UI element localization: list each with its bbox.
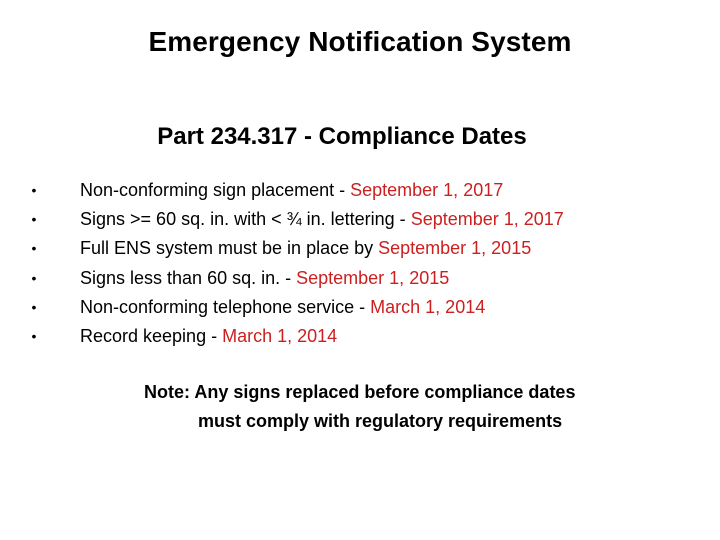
slide-subtitle: Part 234.317 - Compliance Dates bbox=[157, 123, 527, 150]
list-item bbox=[0, 264, 720, 293]
compliance-date: September 1, 2017 bbox=[350, 180, 504, 200]
note-line-2: must comply with regulatory requirements bbox=[198, 411, 563, 431]
list-item-text bbox=[80, 176, 503, 205]
compliance-date: September 1, 2015 bbox=[378, 238, 532, 259]
compliance-date: March 1, 2014 bbox=[222, 325, 338, 346]
list-item bbox=[0, 322, 720, 351]
list-item-text bbox=[80, 205, 564, 234]
item-description: Signs less than 60 sq. in. - bbox=[80, 267, 297, 288]
list-item bbox=[0, 176, 720, 205]
compliance-note bbox=[144, 378, 575, 436]
list-item-text bbox=[80, 322, 337, 351]
list-item bbox=[0, 234, 720, 263]
slide-title: Emergency Notification System bbox=[148, 26, 572, 57]
bullet-icon: • bbox=[31, 269, 37, 286]
bullet-icon: • bbox=[31, 182, 37, 198]
compliance-list bbox=[0, 176, 720, 351]
bullet-icon: • bbox=[31, 327, 37, 344]
item-description: Full ENS system must be in place by bbox=[80, 238, 379, 259]
bullet-icon: • bbox=[31, 298, 37, 315]
item-description: Non-conforming telephone service - bbox=[80, 296, 371, 317]
compliance-date: September 1, 2015 bbox=[296, 267, 450, 288]
bullet-icon: • bbox=[31, 240, 37, 257]
note-line-1: Note: Any signs replaced before compliance dates bbox=[144, 382, 576, 402]
compliance-date: September 1, 2017 bbox=[410, 209, 564, 230]
item-description: Non-conforming sign placement - bbox=[80, 180, 351, 200]
list-item-text bbox=[80, 293, 485, 322]
list-item-text bbox=[80, 264, 449, 293]
list-item bbox=[0, 205, 720, 234]
list-item bbox=[0, 293, 720, 322]
item-description: Signs >= 60 sq. in. with < ¾ in. lettering - bbox=[80, 209, 411, 230]
compliance-date: March 1, 2014 bbox=[370, 296, 486, 317]
list-item-text bbox=[80, 234, 531, 263]
bullet-icon: • bbox=[31, 211, 37, 228]
item-description: Record keeping - bbox=[80, 325, 223, 346]
